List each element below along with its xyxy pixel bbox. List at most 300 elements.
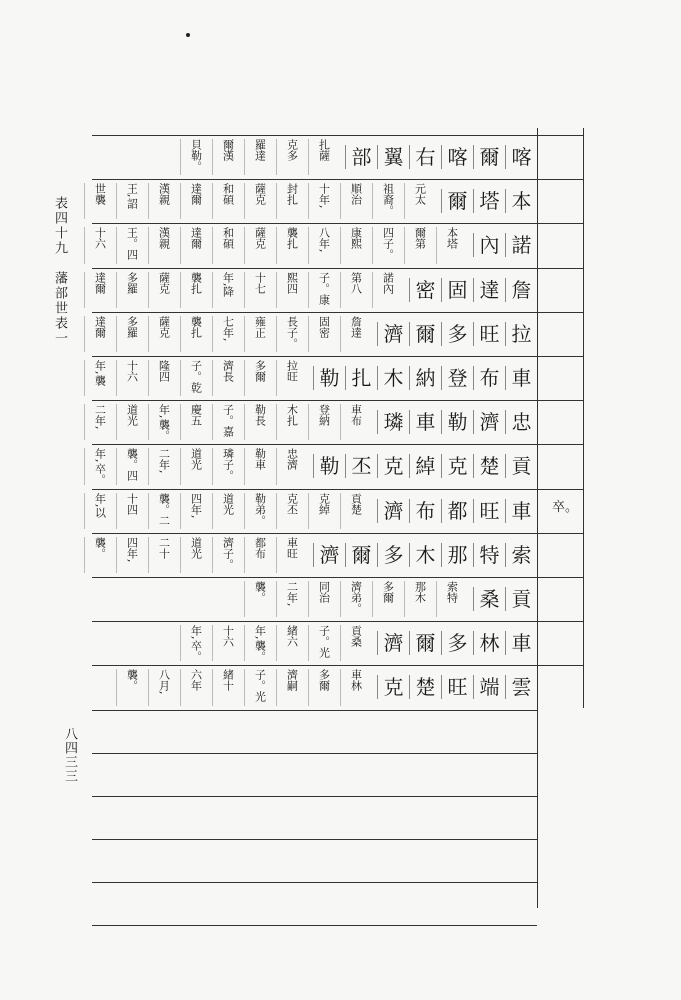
annotation-text: 康	[349, 227, 363, 239]
annotation-column	[212, 404, 241, 440]
annotation-text: 第	[349, 271, 363, 283]
annotation	[84, 316, 369, 352]
annotation-text: 王。	[125, 227, 139, 250]
annotation-text: 濟	[221, 536, 235, 548]
annotation-column	[276, 183, 305, 219]
annotation-text: 卒。	[93, 462, 107, 485]
annotation-column	[148, 360, 177, 396]
annotation-text: 薩	[317, 150, 331, 161]
annotation-text: 扎	[285, 238, 299, 250]
annotation-text: 親	[157, 238, 171, 250]
annotation-column	[116, 272, 145, 308]
annotation-text: 勒	[253, 492, 267, 504]
name-char: 喀	[441, 145, 473, 169]
annotation-column	[372, 272, 401, 308]
annotation-text: 爾	[189, 194, 203, 206]
annotation-text: 布	[253, 547, 267, 559]
annotation-column	[148, 669, 177, 705]
annotation-column	[244, 227, 273, 263]
name-char: 丕	[345, 454, 377, 478]
table-row	[92, 533, 537, 577]
annotation-text: 年,	[317, 238, 331, 253]
annotation-text: 六	[189, 669, 203, 681]
annotation-column	[148, 316, 177, 352]
annotation-text: 四	[125, 503, 139, 515]
annotation-column	[116, 183, 145, 219]
annotation-text: 四	[381, 227, 395, 239]
annotation-text: 同	[317, 581, 331, 592]
annotation-text: 璘	[221, 448, 235, 460]
annotation-text: 道	[189, 448, 203, 460]
annotation-text: 爾	[253, 371, 267, 382]
name-char: 多	[377, 543, 409, 567]
annotation-text: 十	[317, 183, 331, 195]
annotation-column	[116, 404, 145, 440]
annotation-column	[180, 272, 209, 308]
annotation-column	[116, 537, 145, 573]
annotation-column	[276, 404, 305, 440]
annotation-column	[84, 272, 113, 308]
annotation-column	[276, 625, 305, 661]
annotation-column	[244, 360, 273, 396]
annotation-column	[276, 493, 305, 529]
annotation-text: 克	[253, 194, 267, 206]
name-char: 楚	[409, 675, 441, 699]
name-char: 右	[409, 145, 441, 169]
annotation	[84, 448, 305, 484]
annotation-column	[148, 227, 177, 263]
annotation-column	[212, 448, 241, 484]
annotation-text: 達	[189, 227, 203, 239]
annotation-text: 年,	[93, 360, 107, 375]
name-char: 那	[441, 543, 473, 567]
annotation-text: 十	[221, 625, 235, 637]
name-char: 勒	[313, 366, 345, 390]
table-row	[92, 312, 537, 356]
table-row	[92, 621, 537, 665]
annotation-text: 二	[285, 581, 299, 592]
annotation-text: 特	[445, 592, 459, 603]
annotation-text: 索	[445, 581, 459, 592]
annotation-text: 碩	[221, 194, 235, 206]
annotation-text: 弟。	[253, 503, 267, 526]
name-char: 濟	[313, 543, 345, 567]
annotation-text: 子。	[189, 360, 203, 382]
annotation-text: 光	[317, 647, 331, 659]
table-row	[92, 400, 537, 444]
name-char: 璘	[377, 410, 409, 434]
name-char: 塔	[473, 189, 505, 213]
annotation	[244, 581, 465, 617]
annotation-text: 多	[125, 315, 139, 327]
annotation-text: 卒。	[189, 639, 203, 662]
annotation-column	[308, 139, 337, 175]
annotation-text: 楚	[349, 503, 363, 515]
annotation-text: 嘉	[221, 426, 235, 438]
annotation-column	[372, 183, 401, 219]
annotation-column	[84, 183, 113, 219]
annotation-text: 八	[157, 669, 171, 681]
annotation-text: 塔	[445, 238, 459, 250]
annotation-text: 熙	[349, 238, 363, 250]
annotation-text: 密	[317, 326, 331, 338]
name-char: 翼	[377, 145, 409, 169]
annotation-text: 六	[285, 636, 299, 648]
annotation-column	[276, 669, 305, 705]
annotation-column	[244, 316, 273, 352]
annotation-column	[404, 183, 433, 219]
name-char: 克	[377, 675, 409, 699]
annotation-column	[404, 581, 433, 617]
name-char: 旺	[441, 675, 473, 699]
annotation-column	[340, 183, 369, 219]
name-char: 克	[441, 454, 473, 478]
annotation-text: 布	[349, 415, 363, 427]
name-char: 楚	[473, 454, 505, 478]
table-row	[92, 489, 537, 533]
annotation-column	[308, 316, 337, 352]
annotation-text: 元	[413, 183, 427, 195]
annotation-text: 林	[349, 680, 363, 692]
annotation-text: 年,	[93, 448, 107, 463]
annotation-text: 綽	[317, 503, 331, 515]
annotation-text: 扎	[285, 194, 299, 206]
far-right-note: 卒。	[552, 500, 579, 515]
annotation-text: 襲	[189, 271, 203, 283]
annotation-text: 克	[285, 492, 299, 504]
annotation-column	[84, 360, 113, 396]
annotation-column	[116, 448, 145, 484]
annotation-text: 十	[125, 492, 139, 504]
annotation-text: 車	[349, 404, 363, 416]
annotation-text: 爾	[381, 592, 395, 603]
annotation-column	[340, 316, 369, 352]
annotation-column	[244, 669, 273, 705]
annotation-text: 光	[221, 503, 235, 515]
main-name	[313, 533, 537, 577]
annotation-column	[84, 493, 113, 529]
name-char: 密	[409, 278, 441, 302]
name-char: 多	[441, 631, 473, 655]
annotation-column	[244, 183, 273, 219]
annotation-column	[148, 272, 177, 308]
annotation-text: 嗣	[285, 680, 299, 692]
annotation-text: 爾	[93, 326, 107, 338]
annotation-text: 拉	[285, 360, 299, 371]
annotation-column	[276, 316, 305, 352]
annotation-text: 十	[221, 680, 235, 692]
annotation-text: 五	[189, 415, 203, 427]
annotation-column	[84, 227, 113, 263]
name-char: 內	[473, 233, 505, 257]
annotation-text: 年,	[93, 492, 107, 508]
annotation-text: 木	[413, 592, 427, 603]
annotation-text: 緒	[285, 625, 299, 637]
annotation-text: 和	[221, 227, 235, 239]
annotation-text: 忠	[285, 448, 299, 460]
annotation-text: 克	[317, 492, 331, 504]
annotation-text: 達	[349, 326, 363, 338]
annotation-text: 內	[381, 282, 395, 294]
name-char: 都	[441, 499, 473, 523]
annotation-column	[116, 360, 145, 396]
main-name	[409, 268, 537, 312]
annotation-column	[148, 183, 177, 219]
name-char: 納	[409, 366, 441, 390]
annotation-text: 襲。	[157, 492, 171, 515]
name-char: 車	[505, 631, 537, 655]
main-name	[377, 312, 537, 356]
annotation-column	[116, 493, 145, 529]
annotation-column	[244, 139, 273, 175]
annotation-text: 世	[93, 183, 107, 195]
annotation-text: 濟	[285, 459, 299, 471]
name-char: 濟	[377, 631, 409, 655]
name-char: 綽	[409, 454, 441, 478]
annotation-text: 子。	[317, 625, 331, 648]
annotation-column	[84, 316, 113, 352]
annotation-column	[372, 581, 401, 617]
annotation-text: 年,	[189, 625, 203, 640]
annotation-column	[180, 448, 209, 484]
name-char: 多	[441, 322, 473, 346]
annotation-text: 達	[93, 271, 107, 283]
annotation-text: 爾	[221, 139, 235, 150]
annotation-text: 襲	[285, 227, 299, 239]
annotation	[84, 272, 401, 308]
name-char: 車	[409, 410, 441, 434]
name-char: 爾	[441, 189, 473, 213]
main-name	[377, 489, 537, 533]
annotation-text: 多	[125, 271, 139, 283]
annotation	[84, 537, 305, 573]
row-rule	[92, 882, 537, 883]
annotation-text: 濟	[221, 360, 235, 371]
column-rule	[537, 128, 538, 908]
annotation-column	[340, 669, 369, 705]
annotation-text: 那	[413, 581, 427, 592]
annotation-text: 年	[189, 680, 203, 692]
annotation-text: 六	[125, 371, 139, 382]
annotation-text: 十	[253, 271, 267, 283]
annotation-text: 襲。	[157, 418, 171, 441]
annotation-column	[180, 669, 209, 705]
annotation-text: 多	[317, 669, 331, 681]
annotation-text: 乾	[189, 382, 203, 393]
annotation-text: 七	[253, 282, 267, 294]
annotation-text: 襲。	[253, 639, 267, 662]
annotation-text: 旺	[285, 371, 299, 382]
name-char: 拉	[505, 322, 537, 346]
name-char: 車	[505, 499, 537, 523]
annotation-column	[180, 493, 209, 529]
annotation-column	[436, 227, 465, 263]
annotation-column	[180, 625, 209, 661]
annotation-text: 達	[189, 183, 203, 195]
annotation-text: 年,	[157, 459, 171, 474]
annotation-text: 襲	[189, 315, 203, 327]
annotation-text: 祖	[381, 183, 395, 195]
annotation-text: 長	[285, 315, 299, 327]
annotation-text: 子。	[253, 669, 267, 692]
annotation-text: 四	[125, 470, 139, 482]
annotation-text: 納	[317, 415, 331, 427]
annotation-column	[308, 493, 337, 529]
row-rule	[92, 753, 537, 754]
annotation-text: 達	[253, 150, 267, 161]
annotation-text: 襲。	[253, 581, 267, 603]
annotation-text: 二	[157, 514, 171, 526]
row-rule	[92, 796, 537, 797]
annotation-text: 漢	[157, 183, 171, 195]
annotation-column	[180, 537, 209, 573]
annotation-text: 光	[125, 415, 139, 427]
annotation-column	[148, 493, 177, 529]
annotation-text: 漢	[157, 227, 171, 239]
annotation-text: 子。	[221, 547, 235, 570]
annotation-column	[308, 669, 337, 705]
row-rule	[92, 925, 537, 926]
annotation-text: 康	[317, 293, 331, 305]
annotation-text: 木	[285, 404, 299, 416]
annotation-column	[244, 272, 273, 308]
annotation-text: 襲。	[93, 536, 107, 559]
annotation-text: 年,	[285, 592, 299, 607]
annotation-column	[84, 448, 113, 484]
annotation-column	[148, 448, 177, 484]
annotation-text: 多	[285, 150, 299, 161]
name-char: 忠	[505, 410, 537, 434]
annotation	[84, 183, 433, 219]
annotation-text: 緒	[221, 669, 235, 681]
annotation-text: 多	[253, 360, 267, 371]
annotation-text: 雍	[253, 315, 267, 327]
annotation-text: 車	[285, 536, 299, 548]
annotation	[180, 625, 369, 661]
table-row	[92, 356, 537, 400]
name-char: 爾	[473, 145, 505, 169]
table-row	[92, 665, 537, 709]
annotation-text: 月,	[157, 680, 171, 695]
name-char: 克	[377, 454, 409, 478]
annotation-text: 克	[157, 326, 171, 338]
annotation-text: 漢	[221, 150, 235, 161]
annotation-column	[212, 493, 241, 529]
annotation-text: 六	[93, 238, 107, 250]
annotation-text: 年,	[317, 194, 331, 209]
annotation-text: 濟	[285, 669, 299, 681]
annotation-text: 克	[285, 139, 299, 150]
annotation-column	[244, 537, 273, 573]
annotation-column	[116, 669, 145, 705]
table-row	[92, 179, 537, 223]
annotation-text: 薩	[253, 183, 267, 195]
main-name	[473, 577, 537, 621]
annotation-column	[308, 581, 337, 617]
name-char: 扎	[345, 366, 377, 390]
annotation-text: 諾	[381, 271, 395, 283]
annotation-text: 爾	[93, 282, 107, 294]
annotation-column	[308, 625, 337, 661]
annotation-text: 治	[317, 592, 331, 603]
name-char: 貢	[505, 587, 537, 611]
annotation-column	[212, 360, 241, 396]
annotation-text: 爾	[413, 227, 427, 239]
annotation-text: 勒	[253, 404, 267, 416]
table-row	[92, 577, 537, 621]
annotation-text: 二	[157, 536, 171, 548]
main-name	[313, 444, 537, 488]
name-char: 詹	[505, 278, 537, 302]
annotation-text: 扎	[189, 326, 203, 338]
annotation	[84, 493, 369, 529]
annotation-text: 四	[125, 536, 139, 548]
annotation-column	[180, 183, 209, 219]
name-char: 林	[473, 631, 505, 655]
main-name	[377, 665, 537, 709]
annotation-column	[180, 316, 209, 352]
name-char: 木	[409, 543, 441, 567]
annotation-column	[340, 227, 369, 263]
annotation-column	[212, 625, 241, 661]
annotation-text: 年,	[221, 271, 235, 287]
annotation-text: 道	[189, 536, 203, 548]
annotation-text: 襲	[93, 374, 107, 386]
name-char: 旺	[473, 322, 505, 346]
annotation-column	[436, 581, 465, 617]
annotation-column	[340, 493, 369, 529]
annotation-column	[212, 537, 241, 573]
annotation-text: 七	[221, 315, 235, 327]
margin-title: 表四十九 藩部世表一	[52, 196, 67, 346]
annotation	[180, 139, 337, 175]
table-row	[92, 268, 537, 312]
name-char: 車	[505, 366, 537, 390]
annotation-text: 羅	[125, 282, 139, 294]
name-char: 喀	[505, 145, 537, 169]
name-char: 布	[473, 366, 505, 390]
annotation-text: 濟	[349, 581, 363, 592]
annotation-column	[116, 227, 145, 263]
annotation-text: 桑	[349, 636, 363, 648]
annotation-text: 車	[349, 669, 363, 681]
annotation-text: 襲。	[125, 448, 139, 471]
annotation-text: 隆	[157, 360, 171, 371]
annotation-column	[404, 227, 433, 263]
name-char: 達	[473, 278, 505, 302]
annotation-text: 十	[125, 360, 139, 371]
annotation-column	[180, 360, 209, 396]
annotation-text: 八	[349, 282, 363, 294]
annotation-column	[180, 139, 209, 175]
name-char: 濟	[377, 322, 409, 346]
annotation-text: 克	[253, 238, 267, 250]
name-char: 旺	[473, 499, 505, 523]
annotation-column	[340, 272, 369, 308]
annotation-column	[148, 537, 177, 573]
annotation-text: 爾	[317, 680, 331, 692]
annotation-text: 王,	[125, 183, 139, 198]
annotation-text: 四	[125, 249, 139, 261]
annotation-text: 光	[189, 547, 203, 559]
annotation-column	[84, 404, 113, 440]
page-folio: 八四三三	[62, 727, 77, 783]
name-char: 部	[345, 145, 377, 169]
annotation-column	[212, 669, 241, 705]
annotation-text: 光	[253, 691, 267, 703]
annotation-text: 本	[445, 227, 459, 239]
annotation-text: 碩	[221, 238, 235, 250]
